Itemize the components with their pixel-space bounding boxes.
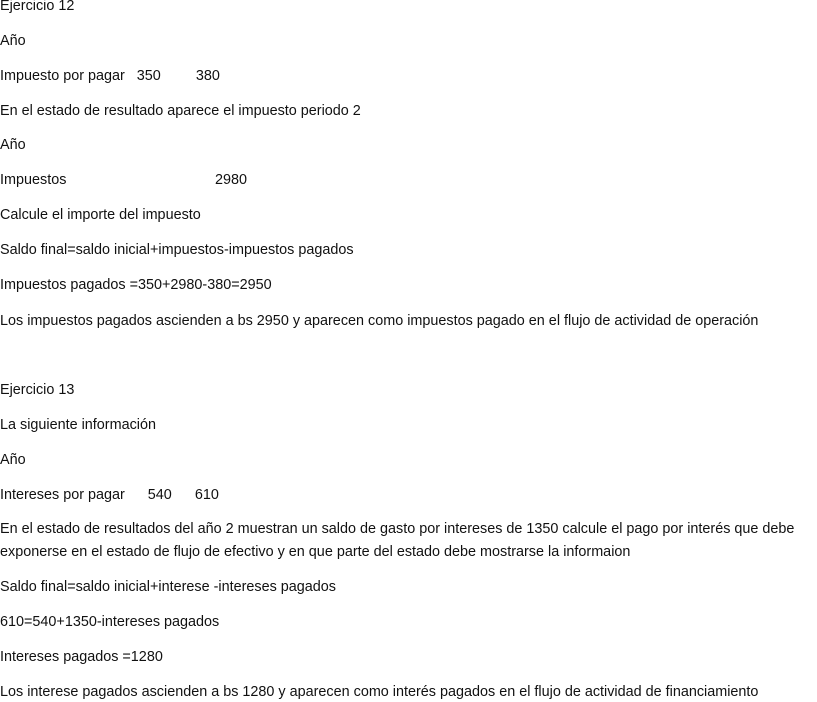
- interest-payable-row: [0, 485, 219, 505]
- formula-text: Saldo final=saldo inicial+impuestos-impuestos pagados: [0, 242, 354, 258]
- intro-text: La siguiente información: [0, 417, 156, 433]
- taxes-label: Impuestos: [0, 172, 67, 188]
- conclusion-text: Los interese pagados ascienden a bs 1280 y aparecen como interés pagados en el flujo de actividad de financiamiento: [0, 684, 759, 700]
- tax-payable-value-1: 350: [136, 68, 161, 84]
- formula-text: Saldo final=saldo inicial+interese -intereses pagados: [0, 579, 336, 595]
- task-text: Calcule el importe del impuesto: [0, 207, 201, 223]
- calculation-text: 610=540+1350-intereses pagados: [0, 614, 220, 630]
- interest-payable-value-1: 540: [147, 487, 172, 503]
- tax-payable-label: Impuesto por pagar: [0, 68, 125, 84]
- statement-note: En el estado de resultado aparece el impuesto periodo 2: [0, 103, 361, 119]
- tax-payable-value-2: 380: [195, 68, 220, 84]
- interest-payable-value-2: 610: [194, 487, 219, 503]
- exercise-12-heading: Ejercicio 12: [0, 0, 75, 14]
- year-label-2: Año: [0, 137, 26, 153]
- year-label: Año: [0, 33, 26, 49]
- statement-note: En el estado de resultados del año 2 muestran un saldo de gasto por intereses de 1350 calcule el pago por interés que debe exponerse en el estado de flujo de efectivo y en que parte del estado debe mostrarse la informaion: [0, 521, 795, 560]
- taxes-value: 2980: [215, 172, 248, 188]
- taxes-row: [0, 170, 248, 190]
- tax-payable-row: [0, 66, 220, 86]
- exercise-13-heading: Ejercicio 13: [0, 382, 75, 398]
- calculation-text: Impuestos pagados =350+2980-380=2950: [0, 277, 272, 293]
- year-label: Año: [0, 452, 26, 468]
- conclusion-text: Los impuestos pagados ascienden a bs 2950 y aparecen como impuestos pagado en el flujo de actividad de operación: [0, 313, 759, 329]
- interest-payable-label: Intereses por pagar: [0, 487, 125, 503]
- result-text: Intereses pagados =1280: [0, 649, 163, 665]
